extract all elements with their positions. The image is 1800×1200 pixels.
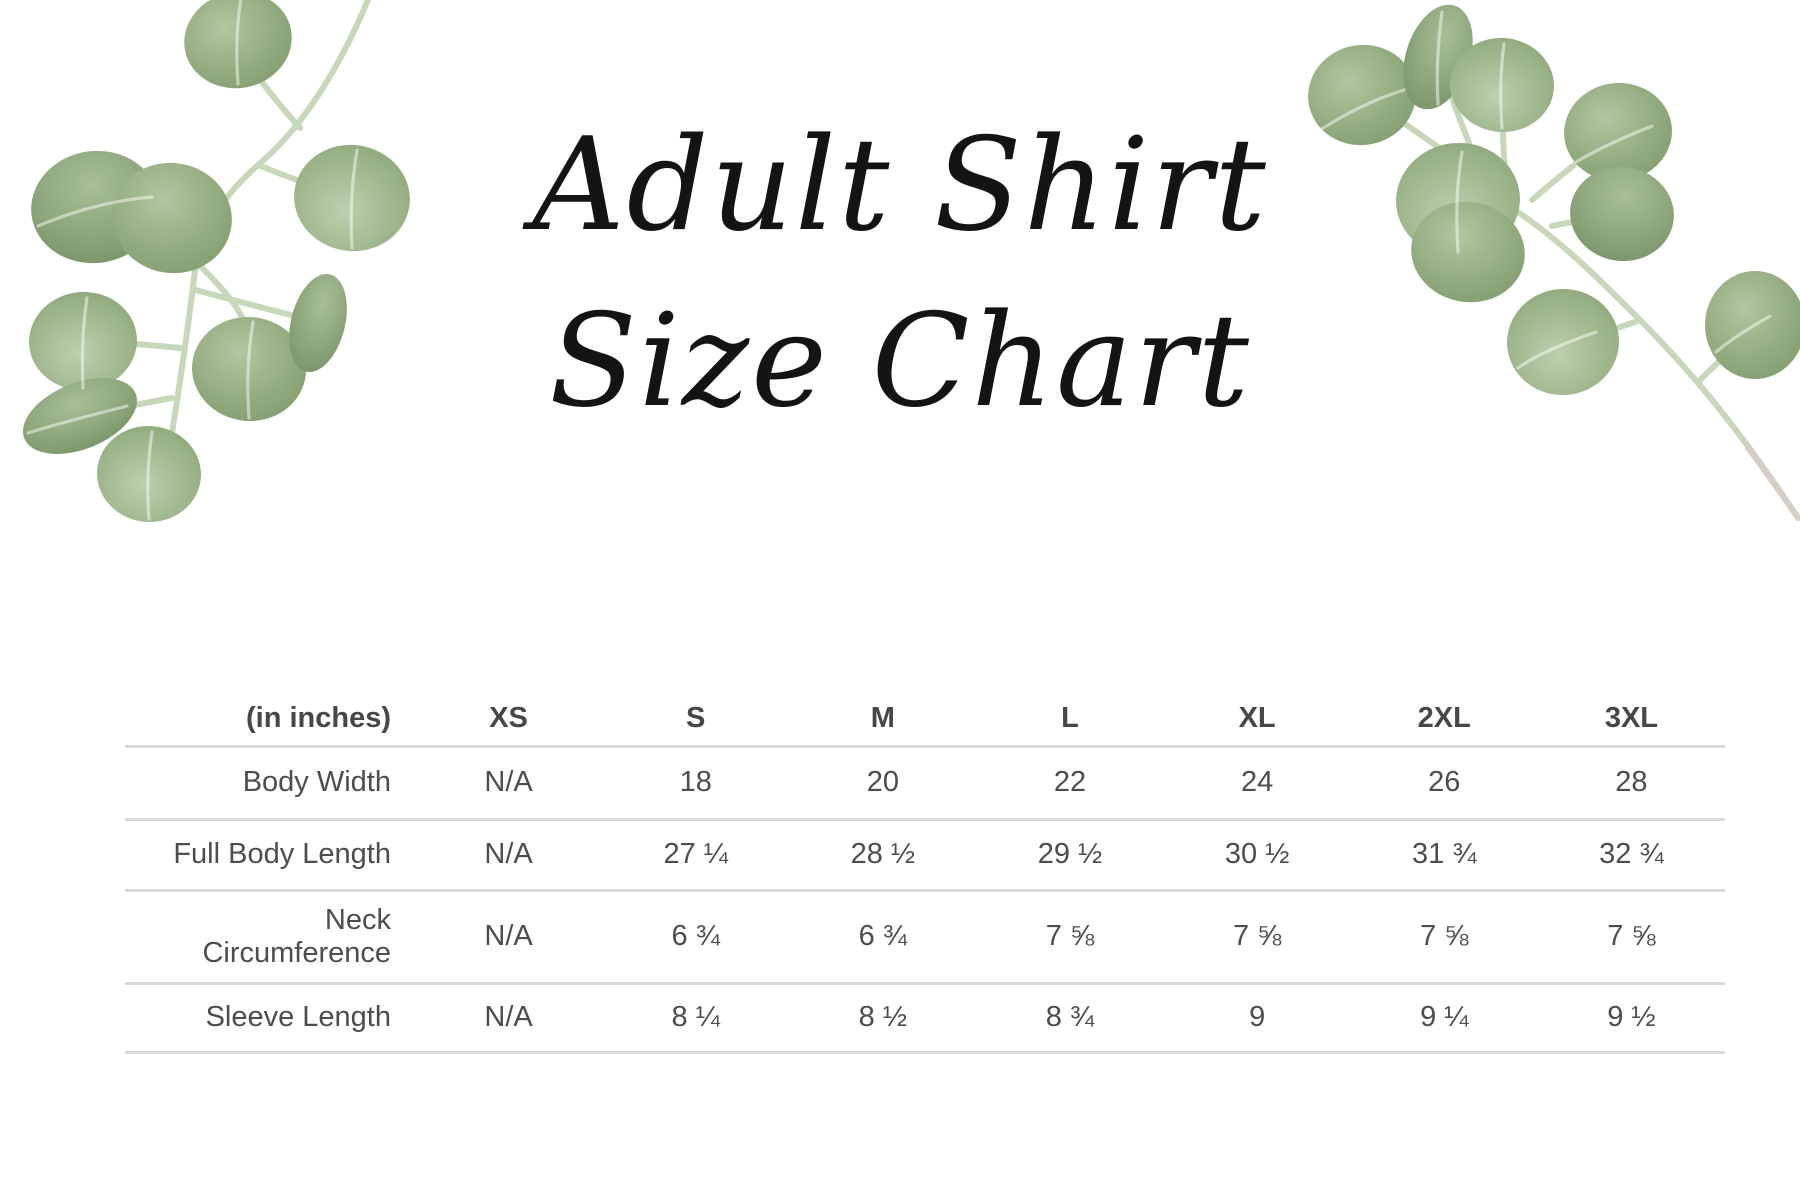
unit-label: (in inches): [245, 702, 391, 735]
size-value-cell: 32 ¾: [1599, 838, 1664, 871]
size-value-cell: N/A: [484, 838, 533, 871]
page-title: [440, 98, 1360, 450]
size-value-cell: 9 ¼: [1420, 1001, 1469, 1034]
table-row: [125, 892, 1725, 985]
size-value-cell: 7 ⅝: [1045, 920, 1095, 953]
size-value-cell: 18: [679, 766, 712, 799]
size-value-cell: 28: [1615, 766, 1648, 799]
row-label-text: Full Body Length: [173, 838, 391, 871]
row-label-text: Sleeve Length: [205, 1001, 391, 1034]
size-column-header-xl: XL: [1238, 702, 1276, 735]
size-value-cell: 27 ¼: [663, 838, 728, 871]
size-value-cell: 8 ½: [858, 1001, 908, 1034]
size-value-cell: 8 ¼: [671, 1001, 720, 1034]
size-value-cell: 20: [866, 766, 899, 799]
table-row: [125, 985, 1725, 1054]
size-value-cell: 26: [1428, 766, 1461, 799]
size-value-cell: 6 ¾: [858, 920, 908, 953]
size-column-header-l: L: [1061, 702, 1079, 735]
row-label: [125, 1001, 415, 1034]
row-label: [125, 766, 415, 799]
size-value-cell: 31 ¾: [1412, 838, 1477, 871]
size-value-cell: N/A: [484, 920, 533, 953]
size-value-cell: 9 ½: [1607, 1001, 1656, 1034]
size-value-cell: N/A: [484, 766, 533, 799]
size-value-cell: 8 ¾: [1045, 1001, 1095, 1034]
size-value-cell: 7 ⅝: [1607, 920, 1656, 953]
size-value-cell: 24: [1241, 766, 1274, 799]
size-column-header-s: S: [686, 702, 706, 735]
page-title-line2: Size Chart: [549, 287, 1251, 436]
size-value-cell: 6 ¾: [671, 920, 720, 953]
size-column-header-m: M: [870, 702, 895, 735]
eucalyptus-branch-left-icon: [0, 0, 470, 650]
size-value-cell: N/A: [484, 1001, 533, 1034]
row-label-text: Body Width: [242, 766, 391, 799]
size-value-cell: 30 ½: [1224, 838, 1290, 871]
size-table: [125, 693, 1725, 1054]
size-value-cell: 22: [1053, 766, 1087, 799]
size-value-cell: 29 ½: [1037, 838, 1103, 871]
row-label: [125, 904, 415, 971]
row-label-text: Neck Circumference: [202, 903, 391, 969]
table-row: [125, 748, 1725, 821]
size-value-cell: 7 ⅝: [1420, 920, 1469, 953]
page-title-line1: Adult Shirt: [532, 111, 1268, 260]
row-label: [125, 838, 415, 871]
table-row: [125, 821, 1725, 892]
size-value-cell: 7 ⅝: [1232, 920, 1282, 953]
table-header-row: [125, 693, 1725, 748]
size-value-cell: 9: [1249, 1001, 1266, 1034]
size-column-header-xs: XS: [489, 702, 528, 735]
size-value-cell: 28 ½: [850, 838, 916, 871]
size-column-header-3xl: 3XL: [1604, 702, 1658, 735]
size-column-header-2xl: 2XL: [1417, 702, 1471, 735]
